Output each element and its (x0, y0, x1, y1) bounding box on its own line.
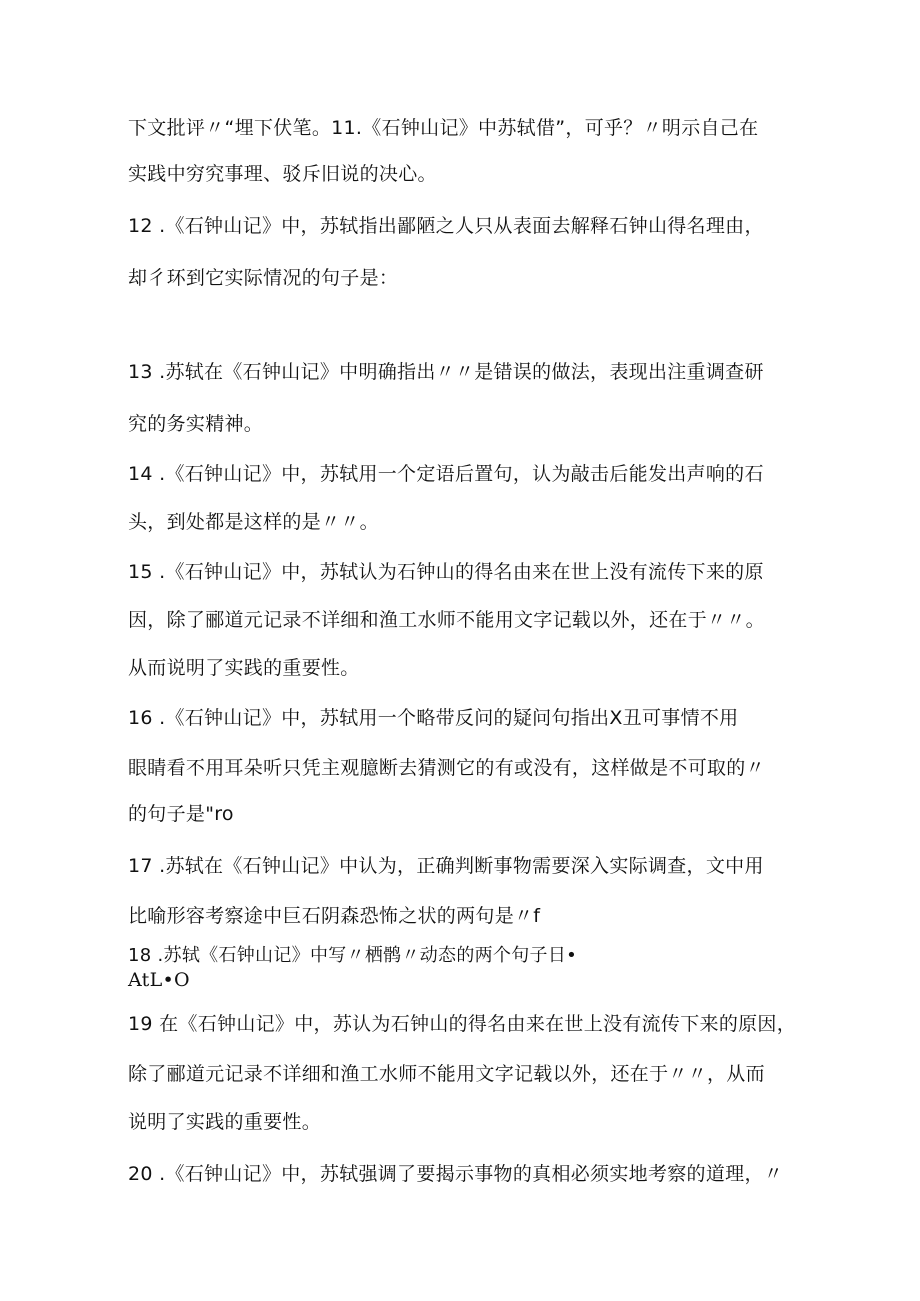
question-14-line-2: 头，到处都是这样的是〃〃。 (128, 511, 379, 533)
text-line-2: 实践中穷究事理、驳斥旧说的决心。 (128, 163, 437, 185)
question-12-line-2: 却彳环到它实际情况的句子是： (128, 267, 399, 289)
question-13-line-1: 13 .苏轼在《石钟山记》中明确指出〃〃是错误的做法，表现出注重调查研 (128, 361, 764, 383)
question-19-line-3: 说明了实践的重要性。 (128, 1111, 322, 1133)
question-18-line-2: AtL•O (128, 969, 190, 991)
question-15-line-3: 从而说明了实践的重要性。 (128, 657, 360, 679)
question-16-line-2: 眼睛看不用耳朵听只凭主观臆断去猜测它的有或没有，这样做是不可取的〃 (128, 757, 765, 779)
question-12-line-1: 12 .《石钟山记》中，苏轼指出鄙陋之人只从表面去解释石钟山得名理由， (128, 215, 764, 237)
question-15-line-2: 因，除了郦道元记录不详细和渔工水师不能用文字记载以外，还在于〃〃。 (128, 609, 765, 631)
question-20-line-1: 20 .《石钟山记》中，苏轼强调了要揭示事物的真相必须实地考察的道理，〃 (128, 1163, 784, 1185)
question-13-line-2: 究的务实精神。 (128, 413, 264, 435)
question-17-line-2: 比喻形容考察途中巨石阴森恐怖之状的两句是〃f (128, 905, 541, 927)
question-14-line-1: 14 .《石钟山记》中，苏轼用一个定语后置句，认为敲击后能发出声响的石 (128, 463, 764, 485)
question-16-line-1: 16 .《石钟山记》中，苏轼用一个略带反问的疑问句指出X丑可事情不用 (128, 707, 739, 729)
question-15-line-1: 15 .《石钟山记》中，苏轼认为石钟山的得名由来在世上没有流传下来的原 (128, 561, 764, 583)
text-line-1: 下文批评〃“埋下伏笔。11.《石钟山记》中苏轼借”，可乎？〃明示自己在 (128, 117, 759, 139)
question-19-line-2: 除了郦道元记录不详细和渔工水师不能用文字记载以外，还在于〃〃，从而 (128, 1063, 765, 1085)
question-17-line-1: 17 .苏轼在《石钟山记》中认为，正确判断事物需要深入实际调查，文中用 (128, 855, 764, 877)
question-19-line-1: 19 在《石钟山记》中，苏认为石钟山的得名由来在世上没有流传下来的原因， (128, 1013, 797, 1035)
question-16-line-3: 的句子是"ro (128, 803, 234, 825)
question-18-line-1: 18 .苏轼《石钟山记》中写〃栖鹘〃动态的两个句子日• (128, 945, 578, 966)
